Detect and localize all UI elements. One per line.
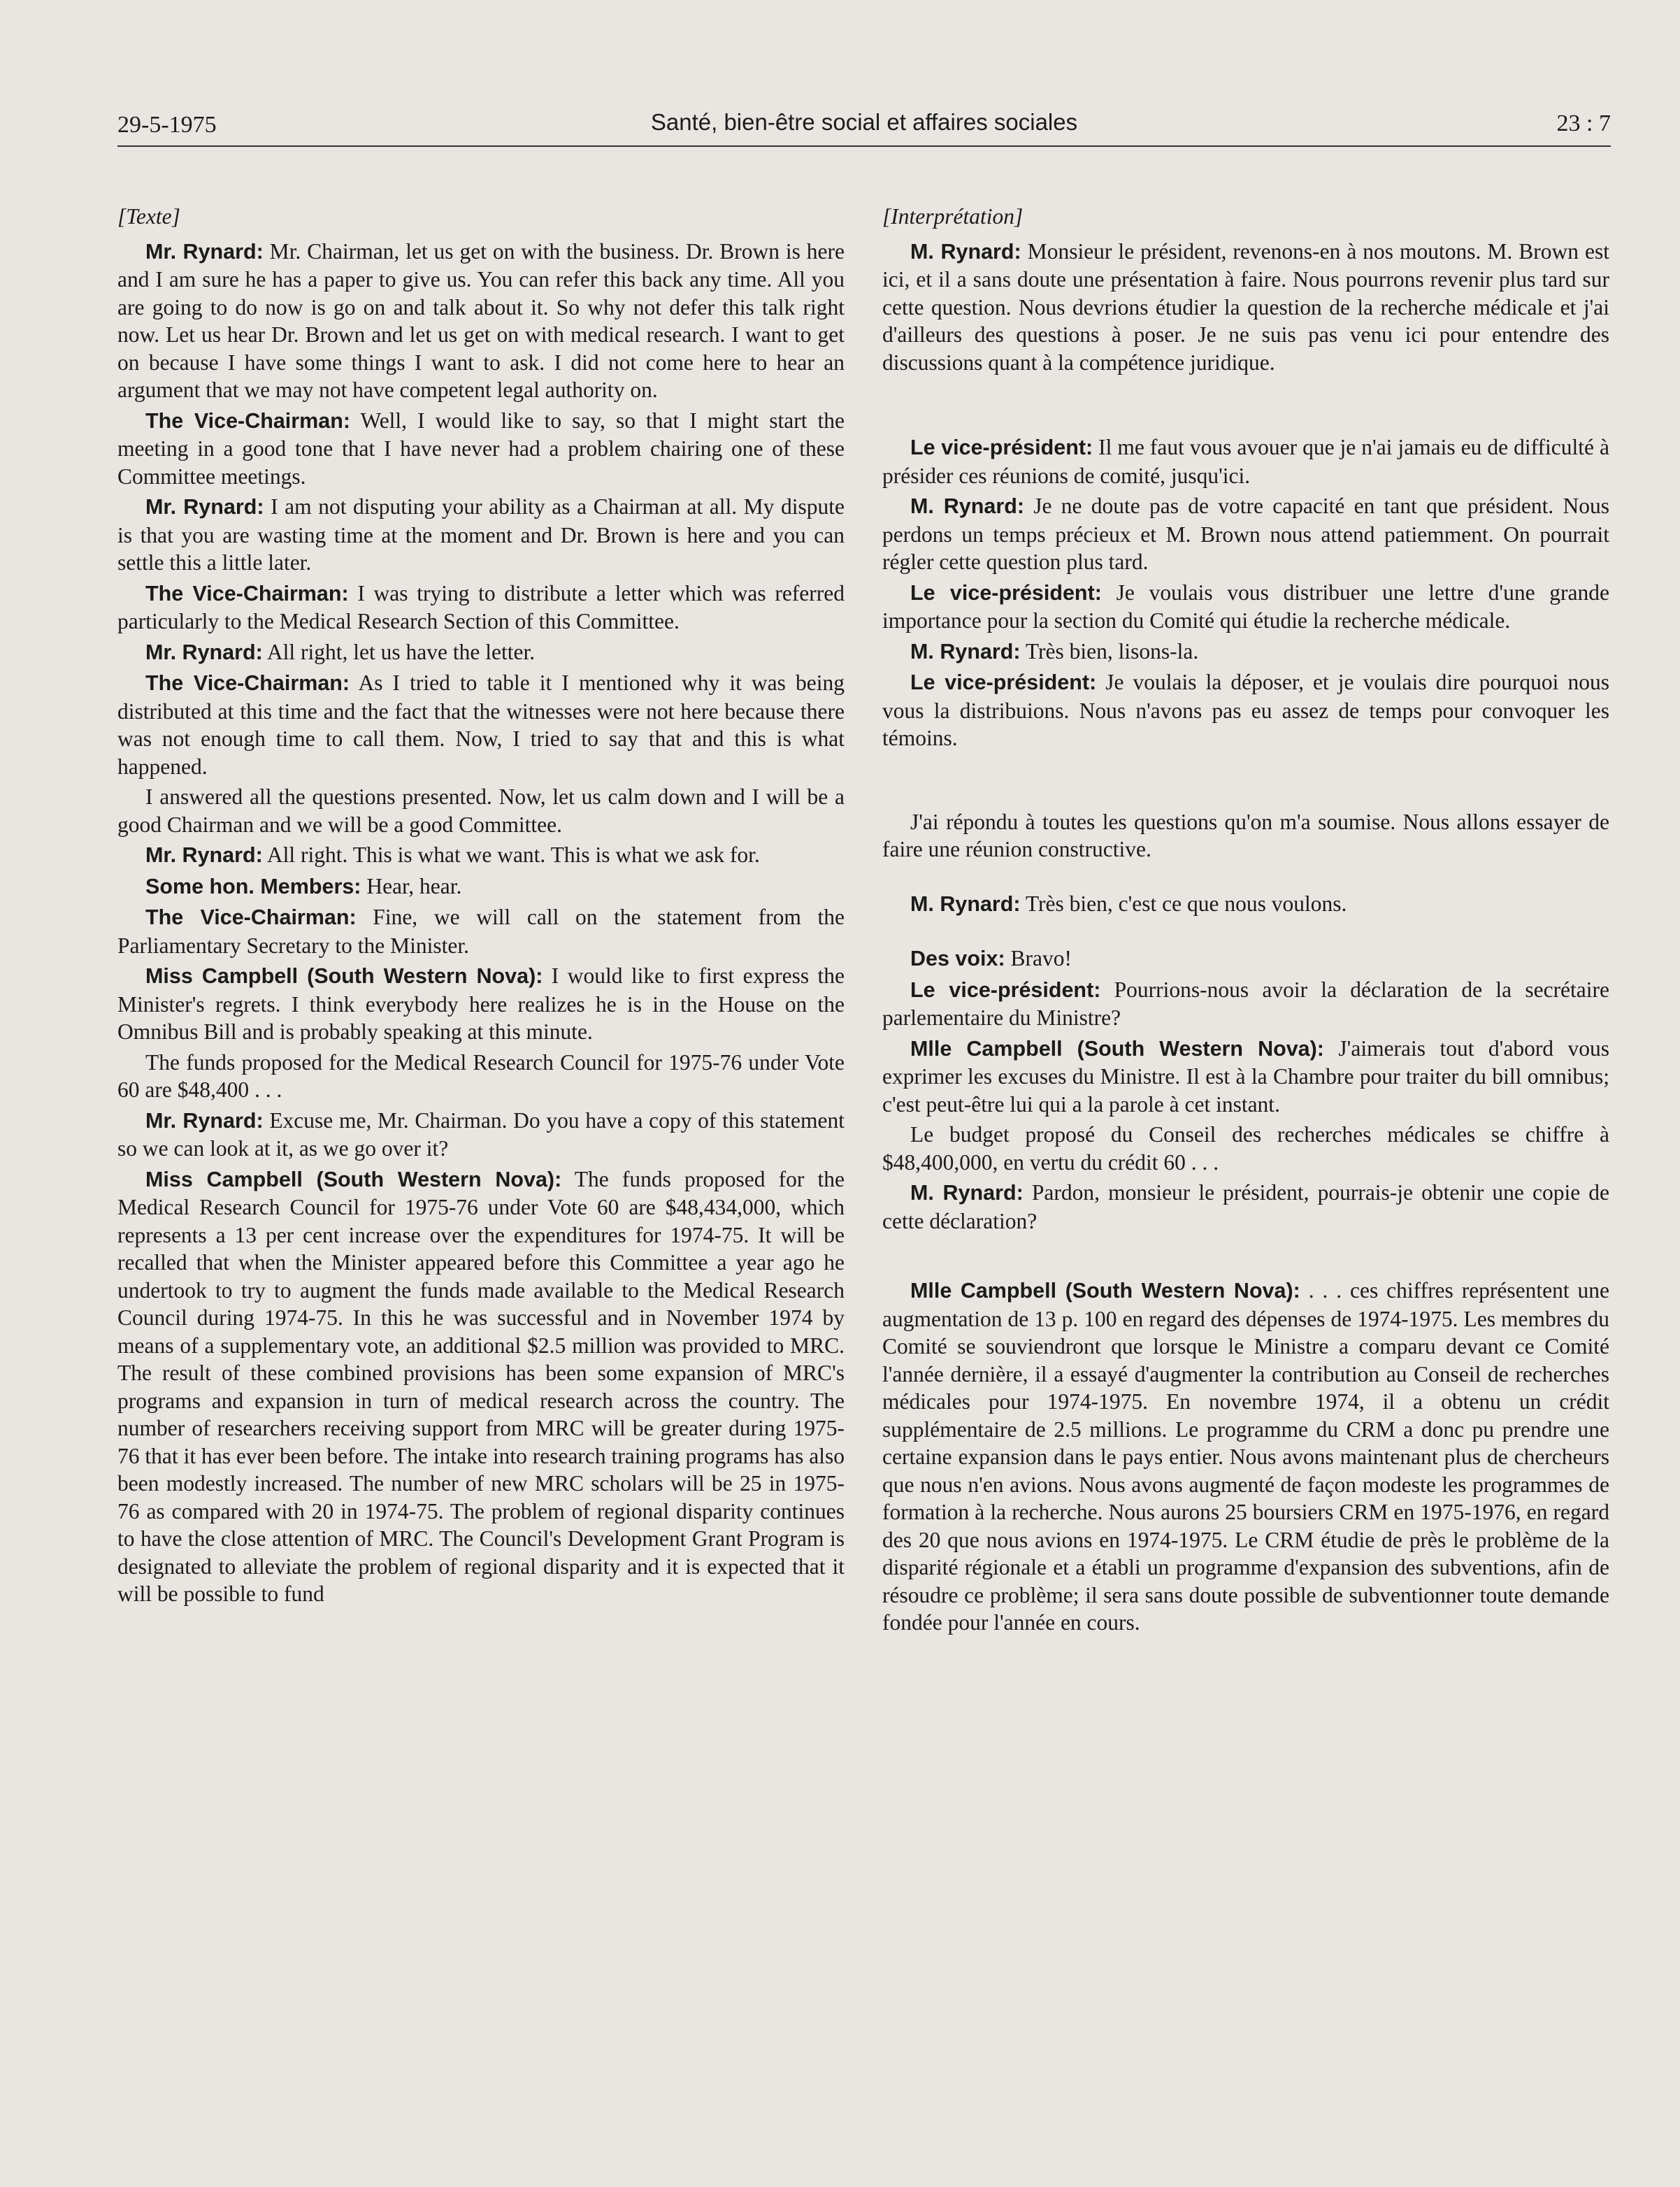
transcript-paragraph [117,238,845,404]
speech-text: Well, I would like to say, so that I might start the meeting in a good tone that I have never had a problem chairing one of these Committee meetings. [117,408,845,489]
speech-text: Très bien, lisons-la. [1020,638,1199,664]
speech-text: I was trying to distribute a letter which was referred particularly to the Medical Research Section of this Committee. [117,580,845,633]
speech-text: Monsieur le président, revenons-en à nos moutons. M. Brown est ici, et il a sans doute une présentation à faire. Nous pourrons revenir plus tard sur cette question. Nous devrions étudier la question de la recherche médicale et j'ai d'ailleurs des questions à poser. Je ne suis pas venu ici pour entendre des discussions quant à la compétence juridique. [882,238,1609,375]
speaker-name: Mr. Rynard: [145,495,264,519]
transcript-paragraph [882,238,1609,377]
speech-text: Bravo! [1005,946,1072,970]
speaker-name: Mr. Rynard: [145,843,263,867]
speaker-name: M. Rynard: [910,639,1021,664]
english-column [117,203,845,1611]
speech-text: J'ai répondu à toutes les questions qu'on m'a soumise. Nous allons essayer de faire une réunion constructive. [882,809,1609,861]
speech-text: The funds proposed for the Medical Research Council for 1975-76 under Vote 60 are $48,400 . . . [117,1049,845,1102]
speaker-name: M. Rynard: [910,239,1021,264]
transcript-paragraph [882,808,1609,863]
section-label: [Interprétation] [882,204,1024,229]
transcript-paragraph [117,493,845,577]
transcript-paragraph [117,1166,845,1608]
header-title: Santé, bien-être social et affaires sociales [650,109,1078,135]
header-date: 29-5-1975 [117,112,217,138]
transcript-paragraph [882,1179,1609,1235]
speech-text: Il me faut vous avouer que je n'ai jamais eu de difficulté à présider ces réunions de comité, jusqu'ici. [882,435,1609,488]
transcript-paragraph [117,962,845,1046]
speech-text: All right. This is what we want. This is what we ask for. [262,842,760,867]
speaker-name: The Vice-Chairman: [145,408,351,433]
transcript-paragraph [117,1107,845,1163]
transcript-paragraph [117,407,845,491]
speaker-name: Le vice-président: [910,436,1093,459]
speaker-name: Miss Campbell (South Western Nova): [145,964,543,988]
transcript-paragraph [882,1035,1609,1119]
transcript-paragraph [117,903,845,959]
speech-text: Excuse me, Mr. Chairman. Do you have a copy of this statement so we can look at it, as we go over it? [117,1107,845,1161]
transcript-paragraph [117,873,845,901]
transcript-paragraph [882,668,1609,752]
speaker-name: The Vice-Chairman: [145,905,357,929]
transcript-paragraph [117,669,845,780]
transcript-paragraph [882,890,1609,919]
speech-text: Je voulais la déposer, et je voulais dire pourquoi nous vous la distribuions. Nous n'avons pas eu assez de temps pour convoquer les témoins. [882,670,1609,750]
speaker-name: M. Rynard: [910,494,1024,518]
speaker-name: M. Rynard: [910,891,1021,916]
section-label: [Texte] [117,204,180,229]
transcript-paragraph [117,1049,845,1104]
speech-text: The funds proposed for the Medical Research Council for 1975-76 under Vote 60 are $48,434,000, which represents a 13 per cent increase over the expenditures for 1974-75. It will be recalled that when the Minister appeared before this Committee a year ago he undertook to try to augment the funds made available to the Medical Research Council during 1974-75. In this he was successful and in November 1974 by means of a supplementary vote, an additional $2.5 million was provided to MRC. The result of these combined provisions has been some expansion of MRC's programs and expansion in turn of medical research across the country. The number of researchers receiving support from MRC will be greater during 1975-76 that it has ever been before. The intake into research training programs has also been modestly increased. The number of new MRC scholars will be 25 in 1975-76 as compared with 20 in 1974-75. The problem of regional disparity continues to have the close attention of MRC. The Council's Development Grant Program is designated to alleviate the problem of regional disparity and it is expected that it will be possible to fund [117,1166,845,1606]
speaker-name: The Vice-Chairman: [145,671,350,695]
speaker-name: The Vice-Chairman: [145,581,349,605]
transcript-paragraph [117,783,845,838]
speaker-name: Le vice-président: [910,977,1101,1002]
transcript-paragraph [882,492,1609,576]
transcript-paragraph [882,1121,1609,1176]
speaker-name: Le vice-président: [910,671,1097,694]
speech-text: Je ne doute pas de votre capacité en tant que président. Nous perdons un temps précieux et M. Brown nous attend patiemment. On pourrait régler cette question plus tard. [882,494,1609,574]
transcript-paragraph [882,579,1609,635]
speech-text: Fine, we will call on the statement from the Parliamentary Secretary to the Minister. [117,905,845,958]
speech-text: I would like to first express the Minister's regrets. I think everybody here realizes he is in the House on the Omnibus Bill and is probably speaking at this minute. [117,963,845,1044]
speech-text: . . . ces chiffres représentent une augmentation de 13 p. 100 en regard des dépenses de 1974-1975. Les membres du Comité se souviendront que lorsque le Ministre a comparu devant ce Comité l'année dernière, il a essayé d'augmenter la contribution au Conseil de recherches médicales pour 1974-1975. En novembre 1974, il a obtenu un crédit supplémentaire de 2.5 millions. Le programme du CRM a donc pu prendre une certaine expansion dans le pays entier. Nous avons maintenant plus de chercheurs que nous n'en avions. Nous avons augmenté de façon modeste les programmes de formation à la recherche. Nous aurons 25 boursiers CRM en 1975-1976, en regard des 20 que nous avions en 1974-1975. Le CRM étudie de près le problème de la disparité régionale et a établi un programme d'expansion des subventions, afin de résoudre ce problème; il sera sans doute possible de subventionner toute demande fondée pour l'année en cours. [882,1278,1609,1635]
speaker-name: Some hon. Members: [145,874,361,898]
transcript-paragraph [882,1277,1609,1637]
transcript-paragraph [117,638,845,667]
speaker-name: Le vice-président: [910,580,1102,605]
speech-text: Le budget proposé du Conseil des recherches médicales se chiffre à $48,400,000, en vertu du crédit 60 . . . [882,1122,1609,1175]
speaker-name: Mr. Rynard: [145,239,264,264]
speech-text: J'aimerais tout d'abord vous exprimer les excuses du Ministre. Il est à la Chambre pour traiter du bill omnibus; c'est peut-être lui qui a la parole à cet instant. [882,1035,1610,1117]
speech-text: I am not disputing your ability as a Chairman at all. My dispute is that you are wasting time at the moment and Dr. Brown is here and you can settle this a little later. [117,494,845,575]
transcript-paragraph [882,945,1609,973]
speaker-name: Mr. Rynard: [145,1108,264,1133]
transcript-paragraph [882,976,1609,1032]
speaker-name: Des voix: [910,947,1005,970]
speaker-name: Mr. Rynard: [145,640,263,664]
speech-text: Pardon, monsieur le président, pourrais-je obtenir une copie de cette déclaration? [882,1180,1610,1233]
speaker-name: Mlle Campbell (South Western Nova): [910,1036,1324,1061]
header-page-number: 23 : 7 [1556,110,1611,136]
speech-text: Mr. Chairman, let us get on with the business. Dr. Brown is here and I am sure he has a paper to give us. You can refer this back any time. All you are going to do now is go on and talk about it. So why not defer this talk right now. Let us hear Dr. Brown and let us get on with medical research. I want to get on because I have some things I want to ask. I did not come here to hear an argument that we may not have competent legal authority on. [117,238,845,402]
speech-text: All right, let us have the letter. [262,639,536,664]
speaker-name: Miss Campbell (South Western Nova): [145,1167,562,1191]
french-column [882,203,1609,1640]
speaker-name: M. Rynard: [910,1181,1024,1205]
speech-text: Hear, hear. [361,873,462,898]
transcript-paragraph [882,433,1609,489]
speech-text: Je voulais vous distribuer une lettre d'une grande importance pour la section du Comité qui étudie la recherche médicale. [882,580,1610,633]
speech-text: As I tried to table it I mentioned why it was being distributed at this time and the fact that the witnesses were not here because there was not enough time to call them. Now, I tried to say that and this is what happened. [117,671,845,779]
speech-text: Très bien, c'est ce que nous voulons. [1020,891,1347,916]
transcript-paragraph [882,638,1609,666]
transcript-paragraph [117,841,845,870]
speech-text: Pourrions-nous avoir la déclaration de la secrétaire parlementaire du Ministre? [882,977,1609,1030]
page-header [117,109,1611,147]
speaker-name: Mlle Campbell (South Western Nova): [910,1279,1300,1303]
speech-text: I answered all the questions presented. Now, let us calm down and I will be a good Chairman and we will be a good Committee. [117,784,845,837]
transcript-paragraph [117,580,845,636]
